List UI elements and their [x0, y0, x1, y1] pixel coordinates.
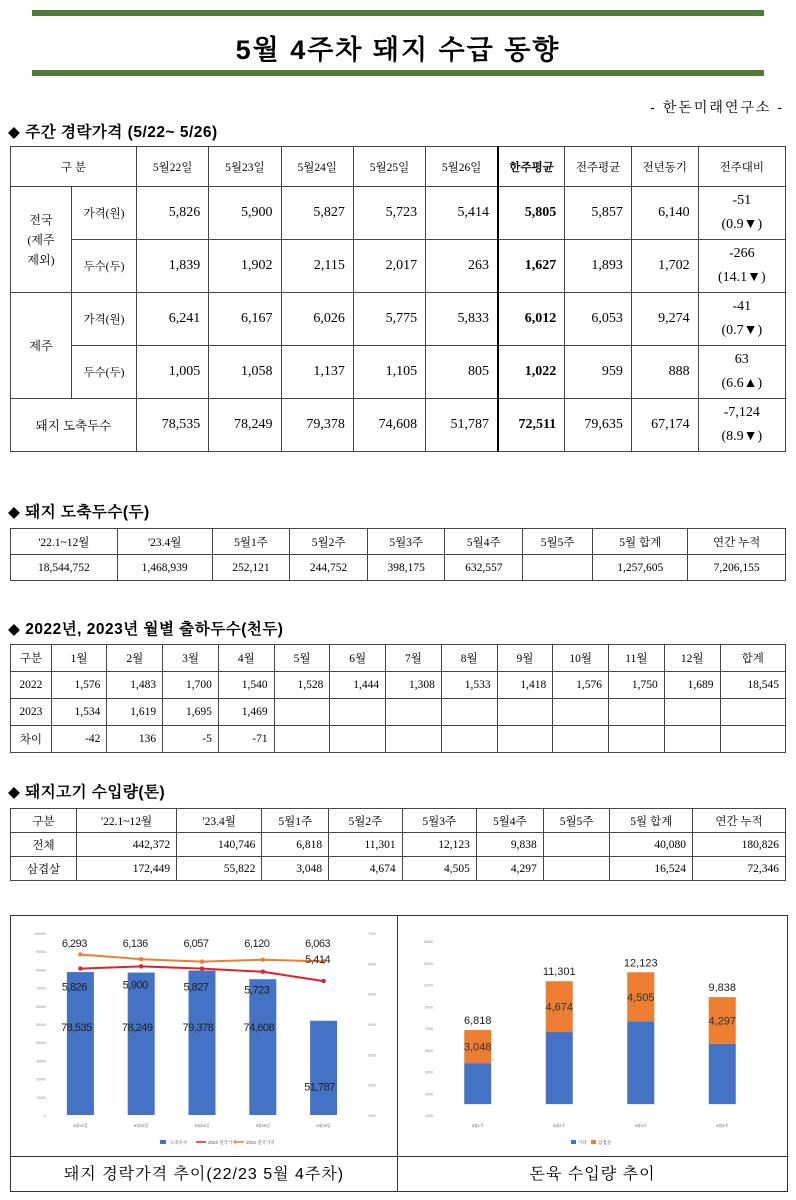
price-2022-label: 6,293: [61, 938, 87, 950]
slaughter-bar: [128, 973, 155, 1115]
imports-header-cell: 5월5주: [543, 809, 610, 833]
imports-data-cell: 172,449: [77, 857, 177, 881]
monthly-data-cell: 1,695: [163, 699, 219, 726]
imports-data-cell: 삼겹살: [11, 857, 77, 881]
monthly-data-cell: 1,308: [386, 672, 442, 699]
y-tick-label: 5000: [425, 1048, 433, 1053]
legend-label: 삼겹살: [598, 1140, 612, 1145]
change-cell: [698, 240, 785, 293]
x-tick-label: 5월25일: [255, 1123, 271, 1128]
section-weekly-title: ◆ 주간 경락가격 (5/22~ 5/26): [8, 124, 218, 141]
value-cell: 6,241: [136, 293, 208, 346]
price-2023-label: 5,723: [244, 984, 270, 997]
change-diff: -7,124: [723, 405, 760, 420]
monthly-data-cell: 1,483: [107, 672, 163, 699]
section-monthly-title: ◆ 2022년, 2023년 월별 출하두수(천두): [8, 621, 284, 638]
value-cell: 5,827: [281, 187, 353, 240]
weekly-header-cell: 5월24일: [281, 147, 353, 187]
imports-header-cell: 5월1주: [262, 809, 329, 833]
weekly-header-cell: 5월23일: [209, 147, 281, 187]
change-diff: -41: [732, 299, 752, 314]
monthly-data-cell: 1,469: [218, 699, 274, 726]
monthly-data-cell: [274, 726, 330, 753]
monthly-header-cell: 합계: [720, 645, 786, 672]
slaughter-header-cell: '22.1~12월: [11, 529, 118, 555]
import-other-bar: [546, 1032, 573, 1104]
value-cell: 1,005: [136, 346, 208, 399]
imports-data-cell: 4,297: [476, 857, 543, 881]
value-cell: 1,902: [209, 240, 281, 293]
import-chart-caption: 돈육 수입량 추이: [529, 1166, 656, 1183]
slaughter-header-cell: 5월1주: [212, 529, 290, 555]
imports-header-cell: 5월 합계: [610, 809, 693, 833]
weekly-header-cell: 5월25일: [353, 147, 425, 187]
monthly-data-cell: 2022: [11, 672, 52, 699]
slaughter-bar-label: 78,535: [61, 1022, 92, 1034]
value-cell: 1,137: [281, 346, 353, 399]
monthly-header-cell: 7월: [386, 645, 442, 672]
weekly-header-cell: 전년동기: [631, 147, 698, 187]
import-belly-label: 4,505: [626, 991, 655, 1004]
weekly-row: [11, 293, 786, 346]
value-cell: 1,893: [565, 240, 632, 293]
value-cell: 805: [426, 346, 498, 399]
y2-tick-label: 4000: [368, 1023, 376, 1027]
monthly-header-cell: 10월: [553, 645, 609, 672]
import-total-label: 6,818: [463, 1014, 492, 1027]
y2-tick-label: 6000: [368, 962, 376, 967]
monthly-data-cell: [720, 726, 786, 753]
charts-divider: [397, 916, 398, 1191]
y-tick-label: 40000: [36, 1041, 46, 1046]
y-tick-label: 100000: [34, 932, 46, 936]
monthly-header-cell: 6월: [330, 645, 386, 672]
y-tick-label: 10000: [36, 1095, 46, 1100]
slaughter-header-cell: 5월4주: [445, 529, 523, 555]
value-cell: 5,414: [426, 187, 498, 240]
week-avg-cell: 1,627: [498, 240, 565, 293]
import-total-label: 9,838: [708, 982, 737, 995]
y-tick-label: -1000: [424, 1114, 433, 1118]
change-pct: (14.1▼): [717, 270, 766, 285]
import-total-label: 11,301: [542, 966, 576, 979]
monthly-data-cell: 18,545: [720, 672, 786, 699]
weekly-row: [11, 399, 786, 452]
change-cell: [698, 293, 785, 346]
value-cell: 78,249: [209, 399, 281, 452]
change-diff: 63: [734, 352, 749, 367]
monthly-header-cell: 12월: [664, 645, 720, 672]
y-tick-label: 1000: [425, 1092, 433, 1097]
value-cell: 5,857: [565, 187, 632, 240]
monthly-data-cell: 1,700: [163, 672, 219, 699]
monthly-data-cell: [664, 699, 720, 726]
imports-data-cell: 4,505: [402, 857, 476, 881]
monthly-header-cell: 9월: [497, 645, 553, 672]
y-tick-label: 20000: [36, 1077, 46, 1082]
value-cell: 2,017: [353, 240, 425, 293]
y2-tick-label: 1000: [368, 1114, 376, 1118]
change-pct: (0.9▼): [721, 217, 763, 232]
y2-tick-label: 5000: [368, 992, 376, 997]
y2-tick-label: 2000: [368, 1083, 376, 1088]
weekly-row: [11, 346, 786, 399]
value-cell: 5,900: [209, 187, 281, 240]
slaughter-header-cell: 연간 누적: [688, 529, 786, 555]
value-cell: 79,635: [565, 399, 632, 452]
monthly-shipment-table: [10, 644, 786, 753]
monthly-header-cell: 1월: [51, 645, 107, 672]
monthly-data-cell: 1,418: [497, 672, 553, 699]
value-cell: 1,702: [631, 240, 698, 293]
price-2022-line-point: [78, 952, 82, 956]
monthly-data-cell: [553, 699, 609, 726]
import-belly-label: 4,674: [545, 1001, 574, 1014]
price-2023-line-point: [261, 970, 265, 974]
imports-data-cell: 전체: [11, 833, 77, 857]
y-tick-label: 7000: [425, 1027, 433, 1031]
week-avg-cell: 6,012: [498, 293, 565, 346]
change-diff: -266: [728, 246, 755, 261]
weekly-header-cell: 5월26일: [426, 147, 498, 187]
week-avg-cell: 5,805: [498, 187, 565, 240]
y-tick-label: 9000: [425, 1005, 433, 1010]
price-2022-line-point: [261, 957, 265, 961]
legend-label: 도축두수: [170, 1140, 188, 1145]
slaughter-bar-label: 79,378: [182, 1022, 214, 1034]
imports-data-cell: 180,826: [693, 833, 786, 857]
slaughter-value-cell: 18,544,752: [11, 555, 118, 581]
slaughter-value-cell: 1,257,605: [593, 555, 688, 581]
weekly-header-cell: 구 분: [11, 147, 137, 187]
price-trend-chart: [14, 919, 394, 1153]
price-2022-label: 6,136: [122, 938, 148, 950]
monthly-header-cell: 2월: [107, 645, 163, 672]
monthly-data-cell: 1,540: [218, 672, 274, 699]
monthly-header-row: [11, 645, 786, 672]
monthly-data-cell: [497, 699, 553, 726]
slaughter-value-cell: [523, 555, 593, 581]
title-top-rule: [32, 10, 764, 16]
monthly-data-row: [11, 699, 786, 726]
monthly-header-cell: 11월: [609, 645, 665, 672]
imports-header-cell: '22.1~12월: [77, 809, 177, 833]
import-total-label: 12,123: [623, 957, 658, 970]
x-tick-label: 5월4주: [716, 1123, 729, 1128]
slaughter-header-row: [11, 529, 786, 555]
price-2023-line-point: [200, 966, 204, 970]
value-cell: 5,826: [136, 187, 208, 240]
price-2023-label: 5,414: [305, 954, 331, 967]
y-tick-label: 0: [44, 1114, 46, 1118]
value-cell: 6,167: [209, 293, 281, 346]
monthly-data-cell: 1,619: [107, 699, 163, 726]
monthly-data-cell: 1,533: [441, 672, 497, 699]
value-cell: 263: [426, 240, 498, 293]
imports-data-cell: 12,123: [402, 833, 476, 857]
monthly-data-row: [11, 672, 786, 699]
value-cell: 5,775: [353, 293, 425, 346]
weekly-row: [11, 240, 786, 293]
price-2022-label: 6,120: [244, 938, 270, 950]
imports-header-cell: 5월4주: [476, 809, 543, 833]
price-2023-line-point: [139, 964, 143, 968]
monthly-header-cell: 5월: [274, 645, 330, 672]
value-cell: 79,378: [281, 399, 353, 452]
price-2022-line-point: [139, 957, 143, 961]
weekly-header-cell: 5월22일: [136, 147, 208, 187]
monthly-data-cell: 1,576: [51, 672, 107, 699]
price-2023-label: 5,900: [122, 979, 148, 992]
slaughter-value-cell: 398,175: [367, 555, 445, 581]
weekly-header-cell: 전주평균: [565, 147, 632, 187]
monthly-header-cell: 4월: [218, 645, 274, 672]
monthly-data-cell: 1,689: [664, 672, 720, 699]
y2-tick-label: 7000: [368, 932, 376, 936]
price-2022-label: 6,063: [305, 938, 331, 950]
row-label: 두수(두): [71, 240, 136, 293]
weekly-header-cell: 한주평균: [498, 147, 565, 187]
value-cell: 78,535: [136, 399, 208, 452]
weekly-row: [11, 187, 786, 240]
monthly-data-cell: [386, 726, 442, 753]
value-cell: 2,115: [281, 240, 353, 293]
slaughter-table: [10, 528, 786, 581]
x-tick-label: 5월22일: [73, 1123, 88, 1128]
value-cell: 1,105: [353, 346, 425, 399]
monthly-data-cell: [386, 699, 442, 726]
weekly-header-row: [11, 147, 786, 187]
import-belly-label: 4,297: [708, 1015, 737, 1028]
section-imports-title: ◆ 돼지고기 수입량(톤): [8, 784, 166, 801]
slaughter-bar-label: 78,249: [121, 1022, 153, 1034]
monthly-data-cell: [609, 699, 665, 726]
charts-panel: [10, 915, 788, 1192]
change-diff: -51: [732, 193, 752, 208]
monthly-data-cell: [553, 726, 609, 753]
imports-data-row: [11, 833, 786, 857]
monthly-data-cell: [330, 699, 386, 726]
slaughter-header-cell: 5월 합계: [593, 529, 688, 555]
monthly-data-cell: [609, 726, 665, 753]
y-tick-label: 15000: [423, 940, 433, 944]
imports-data-cell: 11,301: [329, 833, 402, 857]
monthly-data-cell: 1,444: [330, 672, 386, 699]
change-cell: [698, 346, 785, 399]
monthly-data-cell: [664, 726, 720, 753]
price-2022-label: 6,057: [183, 938, 209, 950]
monthly-data-cell: 차이: [11, 726, 52, 753]
value-cell: 6,026: [281, 293, 353, 346]
imports-header-row: [11, 809, 786, 833]
imports-data-cell: 40,080: [610, 833, 693, 857]
week-avg-cell: 72,511: [498, 399, 565, 452]
y-tick-label: 30000: [36, 1059, 46, 1064]
import-other-bar: [627, 1021, 654, 1104]
value-cell: 74,608: [353, 399, 425, 452]
monthly-data-cell: 1,750: [609, 672, 665, 699]
import-trend-chart: [403, 919, 781, 1153]
y-tick-label: 60000: [36, 1004, 46, 1009]
price-2023-line-point: [78, 966, 82, 970]
slaughter-value-cell: 7,206,155: [688, 555, 786, 581]
monthly-header-cell: 3월: [163, 645, 219, 672]
import-belly-label: 3,048: [463, 1041, 492, 1054]
imports-data-row: [11, 857, 786, 881]
caption-rule: [11, 1156, 787, 1157]
weekly-price-table: [10, 146, 786, 452]
slaughter-value-cell: 632,557: [445, 555, 523, 581]
slaughter-value-cell: 1,468,939: [117, 555, 212, 581]
y-tick-label: 90000: [36, 950, 46, 955]
value-cell: 959: [565, 346, 632, 399]
imports-data-cell: 442,372: [77, 833, 177, 857]
weekly-header-cell: 전주대비: [698, 147, 785, 187]
value-cell: 51,787: [426, 399, 498, 452]
x-tick-label: 5월26일: [316, 1123, 331, 1128]
monthly-header-cell: 8월: [441, 645, 497, 672]
monthly-data-cell: [441, 726, 497, 753]
row-label: 가격(원): [71, 187, 136, 240]
imports-data-cell: 3,048: [262, 857, 329, 881]
legend-label: 기타: [578, 1140, 587, 1145]
monthly-data-cell: 2023: [11, 699, 52, 726]
legend-swatch: [591, 1140, 596, 1144]
x-tick-label: 5월23일: [133, 1123, 149, 1128]
imports-data-cell: 55,822: [177, 857, 262, 881]
slaughter-value-cell: 252,121: [212, 555, 290, 581]
price-2023-line-point: [321, 979, 325, 983]
price-chart-caption: 돼지 경락가격 추이(22/23 5월 4주차): [63, 1166, 345, 1183]
value-cell: 1,058: [209, 346, 281, 399]
imports-header-cell: '23.4월: [177, 809, 262, 833]
slaughter-value-cell: 244,752: [290, 555, 368, 581]
value-cell: 5,833: [426, 293, 498, 346]
price-2023-label: 5,827: [183, 981, 209, 994]
import-other-bar: [709, 1044, 736, 1104]
slaughter-header-cell: 5월3주: [367, 529, 445, 555]
slaughter-bar-label: 74,608: [243, 1022, 275, 1034]
section-slaughter-title: ◆ 돼지 도축두수(두): [8, 504, 150, 521]
monthly-data-cell: -5: [163, 726, 219, 753]
imports-header-cell: 구분: [11, 809, 77, 833]
imports-data-cell: 16,524: [610, 857, 693, 881]
monthly-data-cell: [274, 699, 330, 726]
imports-data-cell: 72,346: [693, 857, 786, 881]
legend-label: 2023 전국가격: [208, 1140, 237, 1145]
imports-data-cell: [543, 857, 610, 881]
monthly-data-row: [11, 726, 786, 753]
x-tick-label: 5월3주: [634, 1123, 647, 1128]
slaughter-value-row: [11, 555, 786, 581]
monthly-data-cell: 1,534: [51, 699, 107, 726]
slaughter-header-cell: 5월5주: [523, 529, 593, 555]
price-2022-line-point: [200, 959, 204, 963]
group-label-jeju: 제주: [11, 293, 72, 399]
value-cell: 5,723: [353, 187, 425, 240]
slaughter-header-cell: 5월2주: [290, 529, 368, 555]
y2-tick-label: 3000: [368, 1053, 376, 1058]
x-tick-label: 5월1주: [471, 1123, 484, 1128]
imports-header-cell: 연간 누적: [693, 809, 786, 833]
slaughter-bar-label: 51,787: [304, 1081, 335, 1094]
imports-data-cell: 4,674: [329, 857, 402, 881]
monthly-data-cell: 1,576: [553, 672, 609, 699]
change-pct: (8.9▼): [721, 429, 763, 444]
legend-swatch: [160, 1140, 166, 1144]
value-cell: 6,053: [565, 293, 632, 346]
change-pct: (0.7▼): [721, 323, 763, 338]
imports-header-cell: 5월2주: [329, 809, 402, 833]
slaughter-header-cell: '23.4월: [117, 529, 212, 555]
monthly-data-cell: [497, 726, 553, 753]
change-cell: [698, 399, 785, 452]
source-label: - 한돈미래연구소 -: [650, 99, 784, 115]
y-tick-label: 11000: [423, 983, 433, 988]
row-label: 가격(원): [71, 293, 136, 346]
import-other-bar: [464, 1063, 491, 1104]
x-tick-label: 5월2주: [553, 1123, 566, 1128]
imports-data-cell: 9,838: [476, 833, 543, 857]
change-pct: (6.6▲): [721, 376, 763, 391]
title-bottom-rule: [32, 70, 764, 76]
monthly-data-cell: [720, 699, 786, 726]
x-tick-label: 5월24일: [194, 1123, 210, 1128]
monthly-data-cell: -42: [51, 726, 107, 753]
monthly-data-cell: 1,528: [274, 672, 330, 699]
imports-data-cell: [543, 833, 610, 857]
y-tick-label: 80000: [36, 968, 46, 973]
group-label-nationwide: 전국 (제주 제외): [11, 187, 72, 293]
slaughter-bar: [310, 1021, 337, 1115]
imports-data-cell: 6,818: [262, 833, 329, 857]
value-cell: 67,174: [631, 399, 698, 452]
value-cell: 9,274: [631, 293, 698, 346]
y-tick-label: 13000: [423, 961, 433, 966]
legend-swatch: [571, 1140, 576, 1144]
monthly-data-cell: [330, 726, 386, 753]
pork-imports-table: [10, 808, 786, 881]
monthly-data-cell: [441, 699, 497, 726]
value-cell: 6,140: [631, 187, 698, 240]
row-label-slaughter: 돼지 도축두수: [11, 399, 137, 452]
y-tick-label: 70000: [36, 986, 46, 991]
legend-label: 2022 전국가격: [246, 1140, 275, 1145]
change-cell: [698, 187, 785, 240]
imports-header-cell: 5월3주: [402, 809, 476, 833]
value-cell: 1,839: [136, 240, 208, 293]
week-avg-cell: 1,022: [498, 346, 565, 399]
y-tick-label: 3000: [425, 1070, 433, 1075]
row-label: 두수(두): [71, 346, 136, 399]
monthly-data-cell: -71: [218, 726, 274, 753]
slaughter-bar: [249, 979, 276, 1115]
page-title: 5월 4주차 돼지 수급 동향: [235, 35, 561, 65]
price-2023-label: 5,826: [61, 981, 87, 994]
value-cell: 888: [631, 346, 698, 399]
monthly-header-cell: 구분: [11, 645, 52, 672]
monthly-data-cell: 136: [107, 726, 163, 753]
y-tick-label: 50000: [36, 1023, 46, 1027]
imports-data-cell: 140,746: [177, 833, 262, 857]
